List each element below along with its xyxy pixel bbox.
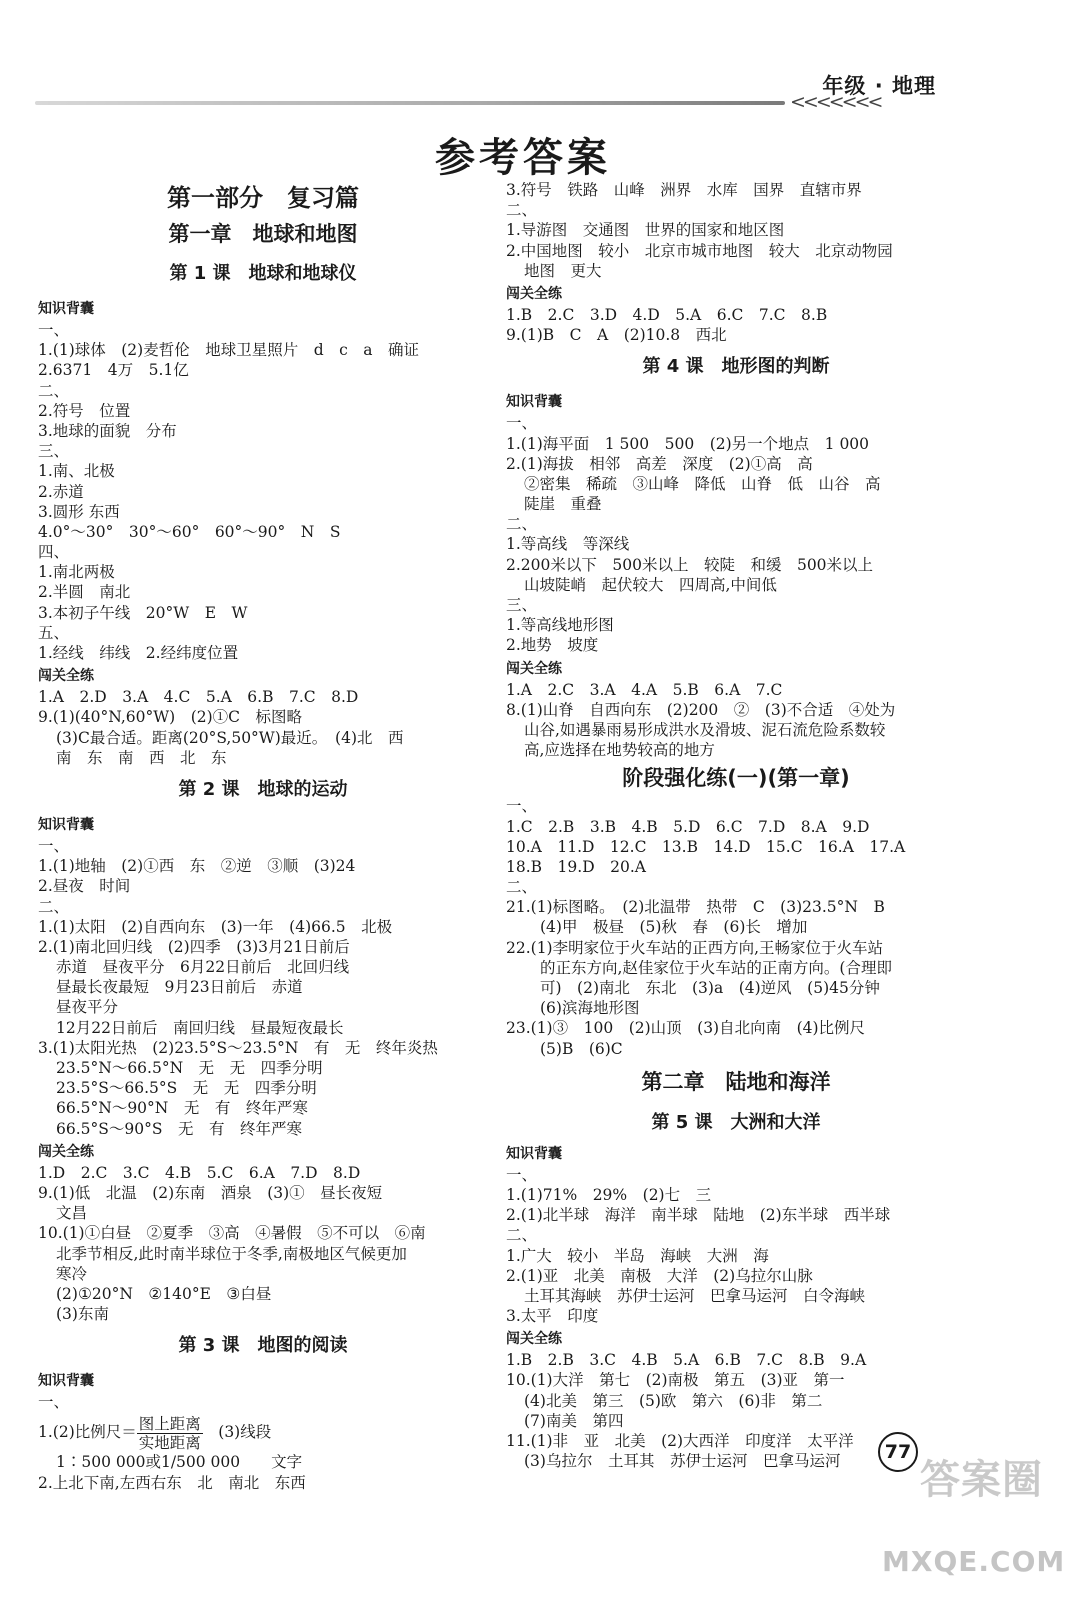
answer-line: 12月22日前后 南回归线 昼最短夜最长	[56, 1018, 344, 1037]
answer-line: 可) (2)南北 东北 (3)a (4)逆风 (5)45分钟	[540, 979, 880, 997]
answer-line: 三、	[38, 442, 70, 461]
answer-line: 文昌	[56, 1204, 88, 1223]
page-number: 77	[878, 1432, 918, 1472]
answer-line: 2.(1)南北回归线 (2)四季 (3)3月21日前后	[38, 937, 350, 956]
answer-line: 五、	[38, 623, 70, 642]
scale-fraction	[137, 1415, 203, 1452]
answer-line: 寒冷	[56, 1264, 88, 1283]
answer-line: 1.(1)球体 (2)麦哲伦 地球卫星照片 d c a 确证	[38, 341, 420, 360]
scale-formula-suffix: (3)线段	[202, 1423, 272, 1442]
answer-line: 南 东 南 西 北 东	[56, 748, 227, 767]
answer-line: 1.(1)海平面 1 500 500 (2)另一个地点 1 000	[506, 434, 870, 453]
answer-line: 一、	[38, 836, 70, 855]
answer-line: 昼最长夜最短 9月23日前后 赤道	[56, 978, 303, 997]
answer-line: (3)东南	[56, 1305, 109, 1324]
answer-line: 11.(1)非 亚 北美 (2)大西洋 印度洋 太平洋	[506, 1432, 854, 1450]
lesson4-heading: 第 4 课 地形图的判断	[642, 356, 830, 378]
answer-line: 9.(1)B C A (2)10.8 西北	[506, 326, 727, 345]
answer-line: (3)C最合适。距离(20°S,50°W)最近。 (4)北 西	[56, 728, 404, 747]
page-title: 参考答案	[435, 135, 611, 181]
answer-line: 9.(1)(40°N,60°W) (2)①C 标图略	[38, 708, 303, 727]
lesson4-practice-label: 闯关全练	[506, 660, 562, 677]
header-subject: 年级 · 地理	[822, 74, 936, 98]
answer-line: 土耳其海峡 苏伊士运河 巴拿马运河 白令海峡	[524, 1286, 866, 1305]
answer-line: 9.(1)低 北温 (2)东南 酒泉 (3)① 昼长夜短	[38, 1183, 383, 1202]
answer-line: 1.南北两极	[38, 563, 115, 582]
lesson3-knowledge-label: 知识背囊	[38, 1373, 94, 1390]
right-column	[506, 180, 966, 1471]
answer-line: 8.(1)山脊 自西向东 (2)200 ② (3)不合适 ④处为	[506, 700, 896, 719]
answer-line: 3.(1)太阳光热 (2)23.5°S～23.5°N 有 无 终年炎热	[38, 1038, 438, 1057]
answer-line: 66.5°N～90°N 无 有 终年严寒	[56, 1099, 308, 1118]
answer-line: 山谷,如遇暴雨易形成洪水及滑坡、泥石流危险系数较	[524, 720, 886, 739]
answer-line: 2.半圆 南北	[38, 583, 131, 602]
answer-line: (4)甲 极昼 (5)秋 春 (6)长 增加	[540, 918, 808, 937]
lesson5-knowledge-label: 知识背囊	[506, 1145, 562, 1162]
answer-line: 二、	[38, 381, 70, 400]
answer-line: 1.广大 较小 半岛 海峡 大洲 海	[506, 1246, 769, 1265]
answer-line: 10.(1)①白昼 ②夏季 ③高 ④暑假 ⑤不可以 ⑥南	[38, 1224, 426, 1243]
answer-line: 二、	[506, 515, 538, 534]
answer-line: 23.(1)③ 100 (2)山顶 (3)自北向南 (4)比例尺	[506, 1019, 866, 1038]
answer-line: (3)乌拉尔 土耳其 苏伊士运河 巴拿马运河	[524, 1452, 841, 1471]
answer-line: (5)B (6)C	[540, 1039, 623, 1058]
lesson1-practice-label: 闯关全练	[38, 668, 94, 685]
answer-line: 21.(1)标图略。 (2)北温带 热带 C (3)23.5°N B	[506, 898, 885, 917]
answer-line: 1.C 2.B 3.B 4.B 5.D 6.C 7.D 8.A 9.D	[506, 817, 870, 836]
answer-line: 二、	[506, 1226, 538, 1245]
answer-line: 2.中国地图 较小 北京市城市地图 较大 北京动物园	[506, 241, 893, 260]
answer-line: ②密集 稀疏 ③山峰 降低 山脊 低 山谷 高	[524, 474, 881, 493]
answer-line: (2)①20°N ②140°E ③白昼	[56, 1284, 272, 1303]
answer-line: 10.A 11.D 12.C 13.B 14.D 15.C 16.A 17.A	[506, 837, 906, 856]
answer-line: 陡崖 重叠	[524, 495, 602, 514]
lesson2-practice-label: 闯关全练	[38, 1143, 94, 1160]
answer-line: 二、	[506, 878, 538, 897]
answer-line: 3.地球的面貌 分布	[38, 421, 177, 440]
answer-line: 二、	[506, 201, 538, 220]
answer-line: 3.符号 铁路 山峰 洲界 水库 国界 直辖市界	[506, 181, 862, 199]
answer-line: 2.上北下南,左西右东 北 南北 东西	[38, 1473, 306, 1492]
answer-line: 2.(1)亚 北美 南极 大洋 (2)乌拉尔山脉	[506, 1266, 813, 1285]
answer-line: 二、	[38, 897, 70, 916]
answer-line: 一、	[38, 1393, 70, 1412]
watermark-url: MXQE.COM	[882, 1545, 1065, 1578]
answer-line: 1.(1)地轴 (2)①西 东 ②逆 ③顺 (3)24	[38, 857, 356, 876]
answer-line: 66.5°S～90°S 无 有 终年严寒	[56, 1119, 302, 1138]
fraction-numerator: 图上距离	[138, 1414, 201, 1433]
answer-line: 23.5°S～66.5°S 无 无 四季分明	[56, 1079, 317, 1098]
answer-line: 1.南、北极	[38, 462, 115, 481]
answer-line: 1.等高线 等深线	[506, 535, 630, 554]
answer-line: 1.经线 纬线 2.经纬度位置	[38, 644, 239, 662]
lesson5-heading: 第 5 课 大洲和大洋	[651, 1111, 821, 1133]
answer-line: 3.本初子午线 20°W E W	[38, 603, 248, 622]
answer-line: (4)北美 第三 (5)欧 第六 (6)非 第二	[524, 1391, 823, 1410]
lesson5-practice-label: 闯关全练	[506, 1331, 562, 1348]
header-rule	[35, 101, 785, 105]
answer-line: 一、	[38, 321, 70, 339]
answer-line: (7)南美 第四	[524, 1411, 624, 1430]
answer-line: 三、	[506, 596, 538, 614]
answer-line: 一、	[506, 414, 538, 433]
lesson1-heading: 第 1 课 地球和地球仪	[169, 263, 357, 284]
part-heading: 第一部分 复习篇	[167, 184, 359, 212]
answer-line: 一、	[506, 797, 538, 816]
answer-line: 四、	[38, 543, 70, 562]
answer-line: 3.圆形 东西	[38, 502, 120, 521]
answer-line: 1.导游图 交通图 世界的国家和地区图	[506, 221, 785, 240]
answer-line: 1.D 2.C 3.C 4.B 5.C 6.A 7.D 8.D	[38, 1163, 361, 1182]
answer-line: 的正东方向,赵佳家位于火车站的正南方向。(合理即	[540, 958, 892, 977]
answer-line: 高,应选择在地势较高的地方	[524, 741, 715, 760]
lesson3-heading: 第 3 课 地图的阅读	[178, 1335, 348, 1357]
answer-line: 1.(1)太阳 (2)自西向东 (3)一年 (4)66.5 北极	[38, 917, 393, 936]
answer-line: 2.6371 4万 5.1亿	[38, 361, 189, 380]
answer-line: 1∶500 000或1/500 000 文字	[56, 1453, 303, 1472]
scale-formula-prefix: 1.(2)比例尺＝	[38, 1423, 137, 1442]
header-chevrons: <<<<<<<	[790, 91, 881, 113]
answer-line: 2.赤道	[38, 482, 84, 501]
answer-line: 赤道 昼夜平分 6月22日前后 北回归线	[56, 958, 350, 977]
answer-line: 1.B 2.B 3.C 4.B 5.A 6.B 7.C 8.B 9.A	[506, 1351, 867, 1370]
lesson3-practice-label: 闯关全练	[506, 285, 562, 302]
fraction-denominator: 实地距离	[138, 1433, 201, 1452]
answer-line: 2.地势 坡度	[506, 636, 599, 655]
lesson4-knowledge-label: 知识背囊	[506, 394, 562, 411]
answer-line: 10.(1)大洋 第七 (2)南极 第五 (3)亚 第一	[506, 1371, 845, 1390]
answer-line: 18.B 19.D 20.A	[506, 857, 646, 876]
answer-line: 4.0°～30° 30°～60° 60°～90° N S	[38, 522, 341, 541]
scale-formula-line	[38, 1412, 488, 1452]
lesson1-knowledge-label: 知识背囊	[38, 301, 94, 317]
left-column	[38, 180, 488, 1493]
chapter1-heading: 第一章 地球和地图	[168, 222, 358, 246]
answer-line: 1.A 2.D 3.A 4.C 5.A 6.B 7.C 8.D	[38, 688, 359, 707]
answer-line: 2.(1)海拔 相邻 高差 深度 (2)①高 高	[506, 454, 813, 473]
answer-line: 2.昼夜 时间	[38, 877, 131, 896]
answer-line: 2.符号 位置	[38, 401, 131, 420]
answer-line: 23.5°N～66.5°N 无 无 四季分明	[56, 1059, 323, 1077]
answer-line: 一、	[506, 1165, 538, 1184]
answer-line: 3.太平 印度	[506, 1307, 599, 1326]
watermark-logo: 答案圈	[920, 1457, 1043, 1503]
lesson2-heading: 第 2 课 地球的运动	[178, 778, 348, 800]
answer-line: 2.200米以下 500米以上 较陡 和缓 500米以上	[506, 555, 874, 574]
answer-line: (6)滨海地形图	[540, 999, 640, 1018]
answer-line: 昼夜平分	[56, 998, 119, 1017]
answer-line: 地图 更大	[524, 261, 602, 280]
stage-exercise-heading: 阶段强化练(一)(第一章)	[622, 766, 850, 791]
answer-line: 1.B 2.C 3.D 4.D 5.A 6.C 7.C 8.B	[506, 305, 828, 324]
answer-line: 山坡陡峭 起伏较大 四周高,中间低	[524, 575, 777, 594]
answer-line: 北季节相反,此时南半球位于冬季,南极地区气候更加	[56, 1244, 407, 1263]
answer-line: 22.(1)李明家位于火车站的正西方向,王畅家位于火车站	[506, 938, 884, 957]
answer-line: 1.等高线地形图	[506, 616, 614, 635]
lesson2-knowledge-label: 知识背囊	[38, 816, 94, 833]
answer-line: 1.A 2.C 3.A 4.A 5.B 6.A 7.C	[506, 680, 783, 699]
answer-line: 2.(1)北半球 海洋 南半球 陆地 (2)东半球 西半球	[506, 1206, 891, 1225]
answer-line: 1.(1)71% 29% (2)七 三	[506, 1185, 712, 1204]
chapter2-heading: 第二章 陆地和海洋	[641, 1069, 831, 1094]
